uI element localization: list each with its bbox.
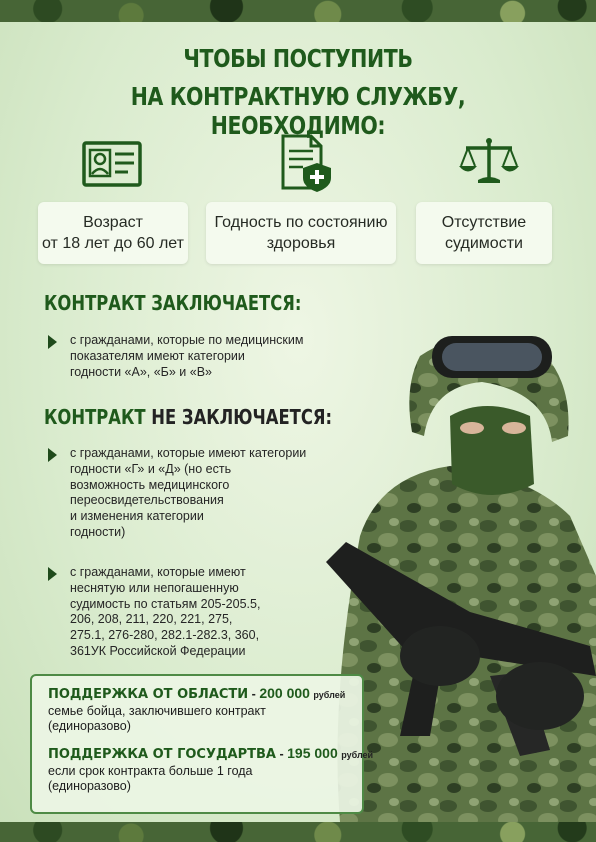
camouflage-top-border xyxy=(0,0,596,22)
contract-no-line: возможность медицинского xyxy=(70,477,230,492)
requirement-age-line2: от 18 лет до 60 лет xyxy=(42,235,184,252)
id-card-icon xyxy=(82,141,142,187)
requirement-age-line1: Возраст xyxy=(83,214,143,231)
contract-yes-line: показателям имеют категории xyxy=(70,348,245,363)
contract-no-line: 361УК Российской Федерации xyxy=(70,643,246,658)
contract-no-line: и изменения категории xyxy=(70,509,204,524)
contract-no-line: судимость по статьям 205-205.5, xyxy=(70,596,261,611)
title-line-2: НА КОНТРАКТНУЮ СЛУЖБУ, НЕОБХОДИМО: xyxy=(130,82,466,140)
support-state xyxy=(48,746,373,795)
support-region-heading: ПОДДЕРЖКА ОТ ОБЛАСТИ xyxy=(48,687,249,702)
contract-no-item xyxy=(48,565,260,660)
requirement-record-line2: судимости xyxy=(445,235,523,252)
bullet-arrow-icon xyxy=(48,567,57,581)
support-region-line1: семье бойца, заключившего контракт xyxy=(48,703,266,718)
contract-no-line: переосвидетельствования xyxy=(70,493,224,508)
support-state-heading: ПОДДЕРЖКА ОТ ГОСУДАРТВА xyxy=(48,747,276,762)
support-state-amount: 195 000 xyxy=(287,745,338,761)
contract-no-line: с гражданами, которые имеют xyxy=(70,565,246,579)
support-box xyxy=(30,674,374,814)
support-region-unit: рублей xyxy=(313,690,346,700)
contract-no-line: годности) xyxy=(70,524,126,539)
requirement-age-card xyxy=(38,202,188,264)
support-state-line2: (единоразово) xyxy=(48,779,131,793)
contract-no-item xyxy=(48,446,306,541)
support-region-dash: - xyxy=(251,687,256,701)
contract-no-line: с гражданами, которые имеют категории xyxy=(70,446,307,460)
contract-no-line: неснятую или непогашенную xyxy=(70,580,239,595)
contract-yes-line: с гражданами, которые по медицинским xyxy=(70,333,304,347)
requirement-record-line1: Отсутствие xyxy=(441,214,527,231)
requirement-health-card xyxy=(206,202,396,264)
support-state-line1: если срок контракта больше 1 года xyxy=(48,763,253,778)
support-state-unit: рублей xyxy=(341,750,374,760)
title-line-1: ЧТОБЫ ПОСТУПИТЬ xyxy=(183,44,413,73)
contract-yes-heading: КОНТРАКТ ЗАКЛЮЧАЕТСЯ: xyxy=(44,291,302,315)
camouflage-bottom-border xyxy=(0,822,596,842)
support-region-line2: (единоразово) xyxy=(48,719,131,733)
bullet-arrow-icon xyxy=(48,448,57,462)
support-state-dash: - xyxy=(279,747,284,761)
contract-yes-line: годности «А», «Б» и «В» xyxy=(70,364,213,379)
contract-yes-item xyxy=(48,333,303,380)
contract-no-heading-part1: КОНТРАКТ xyxy=(44,405,146,429)
contract-no-line: 206, 208, 211, 220, 221, 275, xyxy=(70,612,233,627)
scales-icon xyxy=(458,137,520,187)
requirement-health-line1: Годность по состоянию xyxy=(214,214,388,231)
requirement-record-card xyxy=(416,202,552,264)
medical-document-icon xyxy=(279,133,335,193)
contract-no-line: годности «Г» и «Д» (но есть xyxy=(70,461,232,476)
contract-no-line: 275.1, 276-280, 282.1-282.3, 360, xyxy=(70,628,260,643)
contract-no-heading xyxy=(44,405,332,429)
contract-no-heading-part2: НЕ ЗАКЛЮЧАЕТСЯ: xyxy=(151,405,333,429)
support-region-amount: 200 000 xyxy=(259,685,310,701)
support-region xyxy=(48,686,345,735)
bullet-arrow-icon xyxy=(48,335,57,349)
requirement-health-line2: здоровья xyxy=(266,235,336,252)
